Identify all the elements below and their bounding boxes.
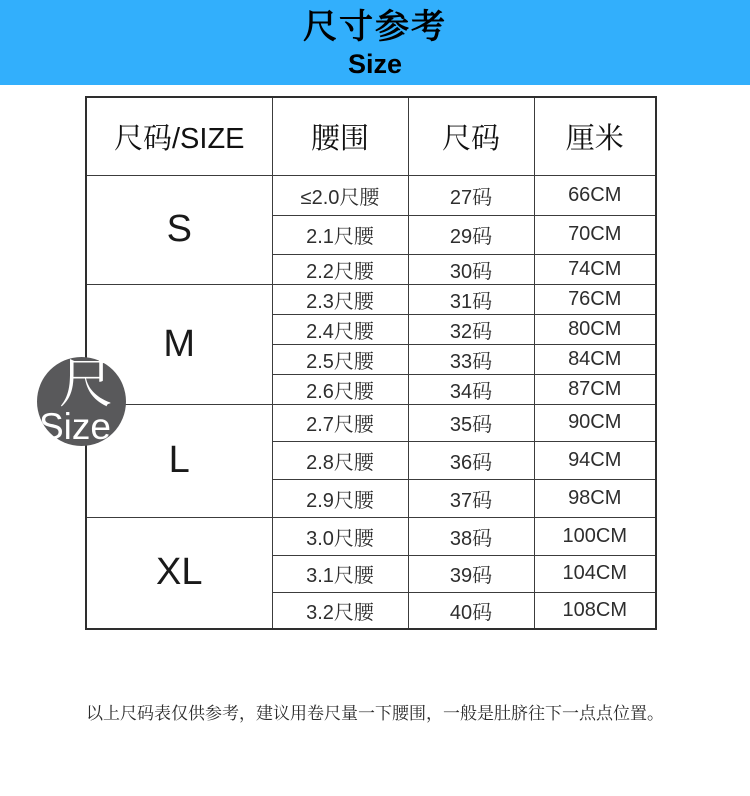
header-banner [0, 0, 750, 85]
column-header-waist: 腰围 [272, 97, 408, 175]
cm-value: 76CM [534, 284, 656, 314]
code-value: 36码 [408, 441, 534, 479]
cm-value: 66CM [534, 175, 656, 215]
code-value: 37码 [408, 479, 534, 517]
waist-value: 3.2尺腰 [272, 592, 408, 629]
waist-value: 3.0尺腰 [272, 517, 408, 555]
waist-value: 2.1尺腰 [272, 215, 408, 254]
cm-value: 84CM [534, 344, 656, 374]
code-value: 30码 [408, 254, 534, 284]
waist-value: 2.3尺腰 [272, 284, 408, 314]
waist-value: 2.5尺腰 [272, 344, 408, 374]
size-group-m: M [86, 284, 272, 404]
code-value: 29码 [408, 215, 534, 254]
waist-value: 2.9尺腰 [272, 479, 408, 517]
code-value: 38码 [408, 517, 534, 555]
table-header-row [86, 97, 656, 175]
waist-value: 2.7尺腰 [272, 404, 408, 441]
code-value: 32码 [408, 314, 534, 344]
cm-value: 108CM [534, 592, 656, 629]
table-row [86, 517, 656, 555]
waist-value: 3.1尺腰 [272, 555, 408, 592]
waist-value: 2.6尺腰 [272, 374, 408, 404]
waist-value: 2.4尺腰 [272, 314, 408, 344]
cm-value: 87CM [534, 374, 656, 404]
size-group-xl: XL [86, 517, 272, 629]
cm-value: 94CM [534, 441, 656, 479]
code-value: 40码 [408, 592, 534, 629]
size-watermark-badge [37, 354, 126, 447]
waist-value: 2.2尺腰 [272, 254, 408, 284]
page-title-english: Size [347, 48, 403, 79]
column-header-cm: 厘米 [534, 97, 656, 175]
size-group-l: L [86, 404, 272, 517]
page-title-chinese: 尺寸参考 [303, 7, 447, 46]
waist-value: ≤2.0尺腰 [272, 175, 408, 215]
cm-value: 80CM [534, 314, 656, 344]
size-chart-table [85, 96, 657, 630]
cm-value: 70CM [534, 215, 656, 254]
column-header-size: 尺码/SIZE [86, 97, 272, 175]
table-row [86, 404, 656, 441]
code-value: 33码 [408, 344, 534, 374]
code-value: 35码 [408, 404, 534, 441]
measurement-advice-note: 以上尺码表仅供参考，建议用卷尺量一下腰围，一般是肚脐往下一点点位置。 [86, 704, 664, 723]
code-value: 31码 [408, 284, 534, 314]
table-row [86, 284, 656, 314]
watermark-chi-character: 尺 [59, 354, 113, 414]
code-value: 39码 [408, 555, 534, 592]
waist-value: 2.8尺腰 [272, 441, 408, 479]
code-value: 27码 [408, 175, 534, 215]
column-header-code: 尺码 [408, 97, 534, 175]
size-group-s: S [86, 175, 272, 284]
cm-value: 90CM [534, 404, 656, 441]
table-row [86, 175, 656, 215]
cm-value: 104CM [534, 555, 656, 592]
code-value: 34码 [408, 374, 534, 404]
cm-value: 100CM [534, 517, 656, 555]
watermark-size-label: Size [39, 406, 111, 447]
cm-value: 74CM [534, 254, 656, 284]
cm-value: 98CM [534, 479, 656, 517]
